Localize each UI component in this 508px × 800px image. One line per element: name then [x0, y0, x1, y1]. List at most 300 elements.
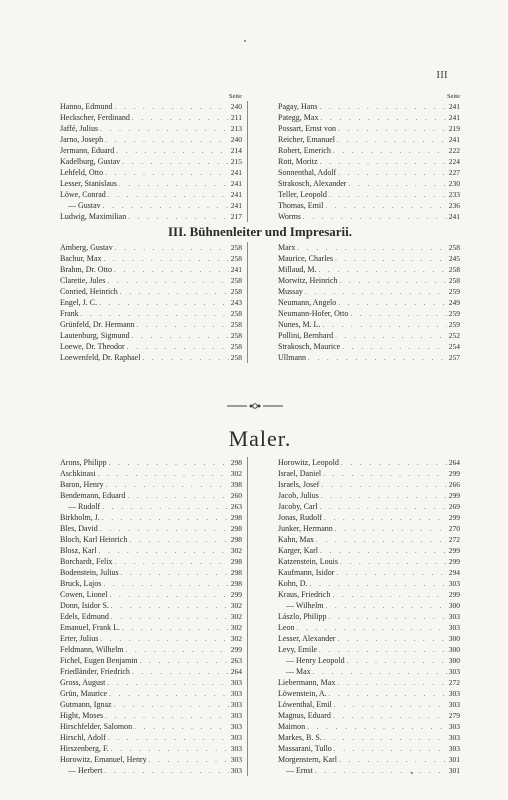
entry-name: Junker, Hermann — [278, 524, 333, 533]
entry-page: 300 — [448, 601, 460, 610]
entry-page: 227 — [448, 168, 460, 177]
dot-leader — [114, 700, 229, 710]
dot-leader — [111, 744, 229, 754]
index-entry — [60, 633, 242, 644]
entry-name: — Max — [286, 667, 311, 676]
entry-page: 258 — [230, 254, 242, 263]
entry-name: Strakosch, Alexander — [278, 179, 347, 188]
entry-page: 303 — [230, 689, 242, 698]
entry-page: 303 — [448, 700, 460, 709]
index-entry — [60, 275, 242, 286]
index-entry — [278, 732, 460, 743]
index-entry — [278, 655, 460, 666]
entry-name: Hirszenberg, F. — [60, 744, 109, 753]
entry-name: Löwe, Conrad — [60, 190, 106, 199]
index-entry — [278, 211, 460, 222]
dot-leader — [321, 491, 447, 501]
index-entry — [60, 145, 242, 156]
entry-name: Morwitz, Heinrich — [278, 276, 338, 285]
entry-name: Bruck, Lajos — [60, 579, 102, 588]
entry-page: 272 — [448, 535, 460, 544]
index-entry — [278, 534, 460, 545]
index-entry — [60, 134, 242, 145]
dot-leader — [114, 102, 228, 112]
entry-page: 240 — [230, 135, 242, 144]
index-column-right — [278, 93, 460, 222]
entry-page: 241 — [448, 135, 460, 144]
entry-page: 303 — [230, 755, 242, 764]
entry-page: 241 — [448, 113, 460, 122]
dot-leader — [106, 480, 229, 490]
entry-page: 263 — [230, 656, 242, 665]
index-entry — [278, 501, 460, 512]
entry-name: Karger, Karl — [278, 546, 318, 555]
entry-name: Bles, David — [60, 524, 98, 533]
entry-name: Morgenstern, Karl — [278, 755, 337, 764]
dot-leader — [340, 276, 447, 286]
dot-leader — [319, 645, 447, 655]
index-entry — [60, 501, 242, 512]
index-entry — [60, 600, 242, 611]
dot-leader — [320, 546, 447, 556]
dot-leader — [334, 744, 447, 754]
entry-page: 219 — [448, 124, 460, 133]
entry-page: 259 — [448, 309, 460, 318]
entry-name: Kadelburg, Gustav — [60, 157, 121, 166]
dot-leader — [107, 276, 228, 286]
entry-name: Fichel, Eugen Benjamin — [60, 656, 138, 665]
index-entry — [60, 699, 242, 710]
dot-leader — [102, 502, 229, 512]
index-entry — [278, 242, 460, 253]
index-entry — [60, 330, 242, 341]
entry-name: — Wilhelm — [286, 601, 324, 610]
entry-name: Bachur, Max — [60, 254, 102, 263]
entry-page: 241 — [230, 179, 242, 188]
entry-name: Cowen, Lionel — [60, 590, 108, 599]
dot-leader — [313, 667, 447, 677]
index-entry — [60, 479, 242, 490]
index-entry — [278, 134, 460, 145]
entry-name: Pagay, Hans — [278, 102, 318, 111]
entry-name: Lehfeld, Otto — [60, 168, 104, 177]
entry-name: Birkholm, J. — [60, 513, 100, 522]
dot-leader — [134, 722, 229, 732]
dot-leader — [107, 678, 228, 688]
index-entry — [278, 545, 460, 556]
entry-page: 258 — [230, 342, 242, 351]
dot-leader — [338, 124, 447, 134]
index-entry — [60, 211, 242, 222]
index-entry — [60, 666, 242, 677]
entry-name: Ludwig, Maximilian — [60, 212, 127, 221]
dot-leader — [149, 755, 229, 765]
entry-name: Conried, Heinrich — [60, 287, 118, 296]
dot-leader — [137, 320, 229, 330]
dot-leader — [98, 546, 228, 556]
entry-name: Sonnenthal, Adolf — [278, 168, 337, 177]
entry-page: 266 — [448, 480, 460, 489]
index-entry — [60, 688, 242, 699]
entry-name: Lászlo, Philipp — [278, 612, 327, 621]
index-entry — [60, 589, 242, 600]
entry-name: Horowitz, Leopold — [278, 458, 339, 467]
entry-page: 258 — [230, 353, 242, 362]
entry-name: Markes, B. S. — [278, 733, 322, 742]
seite-label: Seite — [229, 93, 242, 100]
entry-page: 263 — [230, 502, 242, 511]
index-entry — [278, 286, 460, 297]
index-entry — [278, 512, 460, 523]
entry-page: 259 — [448, 287, 460, 296]
dot-leader — [122, 157, 228, 167]
entry-name: Horowitz, Emanuel, Henry — [60, 755, 147, 764]
entry-name: Levy, Emile — [278, 645, 318, 654]
entry-name: Robert, Emerich — [278, 146, 331, 155]
entry-name: Friedländer, Friedrich — [60, 667, 130, 676]
dot-leader — [328, 612, 446, 622]
entry-name: Jacoby, Carl — [278, 502, 318, 511]
index-entry — [278, 352, 460, 363]
dot-leader — [108, 733, 229, 743]
index-entry — [278, 699, 460, 710]
index-entry — [278, 189, 460, 200]
index-entry — [278, 611, 460, 622]
entry-page: 258 — [230, 287, 242, 296]
dot-leader — [140, 656, 229, 666]
dot-leader — [303, 212, 447, 222]
dot-leader — [142, 353, 228, 363]
dot-leader — [98, 469, 229, 479]
index-entry — [60, 123, 242, 134]
dot-leader — [126, 645, 229, 655]
dot-leader — [105, 711, 229, 721]
dot-leader — [340, 557, 447, 567]
index-entry — [278, 567, 460, 578]
dot-leader — [333, 711, 447, 721]
entry-page: 299 — [448, 513, 460, 522]
index-entry — [278, 457, 460, 468]
index-entry — [60, 178, 242, 189]
index-entry — [278, 145, 460, 156]
index-entry — [278, 622, 460, 633]
entry-name: Mussay — [278, 287, 303, 296]
entry-page: 299 — [230, 590, 242, 599]
dot-leader — [109, 458, 229, 468]
index-entry — [278, 710, 460, 721]
entry-name: Katzenstein, Louis — [278, 557, 338, 566]
entry-page: 240 — [230, 102, 242, 111]
entry-page: 258 — [230, 331, 242, 340]
page-number: III — [436, 70, 448, 81]
entry-name: Loewe, Dr. Theodor — [60, 342, 125, 351]
index-entry — [60, 308, 242, 319]
index-entry — [278, 490, 460, 501]
index-entry — [60, 578, 242, 589]
entry-page: 224 — [448, 157, 460, 166]
entry-name: — Ernst — [286, 766, 313, 775]
index-entry — [278, 578, 460, 589]
dot-leader — [127, 342, 229, 352]
dot-leader — [336, 568, 446, 578]
dot-leader — [105, 168, 229, 178]
entry-name: Gutmann, Ignaz — [60, 700, 112, 709]
dot-leader — [324, 733, 447, 743]
entry-name: Donn, Isidor S. — [60, 601, 109, 610]
entry-name: Aschkinasi — [60, 469, 96, 478]
entry-page: 303 — [448, 623, 460, 632]
dot-leader — [321, 480, 446, 490]
entry-page: 258 — [230, 320, 242, 329]
entry-page: 302 — [230, 634, 242, 643]
entry-page: 241 — [230, 190, 242, 199]
dot-leader — [116, 146, 229, 156]
dot-leader — [120, 287, 229, 297]
index-entry — [60, 677, 242, 688]
dot-leader — [335, 331, 447, 341]
index-entry — [60, 319, 242, 330]
entry-page: 303 — [230, 678, 242, 687]
entry-name: Engel, J. C. — [60, 298, 98, 307]
index-entry — [278, 112, 460, 123]
entry-page: 241 — [230, 201, 242, 210]
dot-leader — [335, 254, 447, 264]
index-entry — [278, 721, 460, 732]
dot-leader — [325, 201, 446, 211]
index-entry — [60, 341, 242, 352]
entry-page: 301 — [448, 755, 460, 764]
entry-page: 303 — [448, 689, 460, 698]
entry-name: Baron, Henry — [60, 480, 104, 489]
entry-page: 299 — [448, 557, 460, 566]
index-block-maler — [60, 457, 460, 776]
entry-page: 260 — [230, 491, 242, 500]
entry-page: 241 — [448, 212, 460, 221]
index-column-left — [60, 457, 242, 776]
entry-page: 300 — [448, 634, 460, 643]
entry-name: Magnus, Eduard — [278, 711, 331, 720]
entry-name: Löwenthal, Emil — [278, 700, 332, 709]
index-entry — [60, 545, 242, 556]
entry-page: 299 — [230, 645, 242, 654]
index-entry — [278, 123, 460, 134]
dot-leader — [100, 524, 229, 534]
entry-name: Frank — [60, 309, 79, 318]
index-entry — [278, 523, 460, 534]
entry-name: Gross, August — [60, 678, 106, 687]
dot-leader — [348, 179, 446, 189]
index-entry — [278, 178, 460, 189]
dot-leader — [110, 590, 229, 600]
entry-name: — Henry Leopold — [286, 656, 345, 665]
entry-page: 302 — [230, 546, 242, 555]
index-entry — [278, 666, 460, 677]
entry-page: 245 — [448, 254, 460, 263]
entry-name: Bendemann, Eduard — [60, 491, 126, 500]
entry-page: 303 — [230, 700, 242, 709]
entry-page: 258 — [230, 276, 242, 285]
index-entry — [60, 754, 242, 765]
index-entry — [60, 156, 242, 167]
dot-leader — [337, 634, 446, 644]
entry-name: Lesser, Alexander — [278, 634, 336, 643]
ornament-divider — [225, 402, 285, 410]
index-column-left — [60, 242, 242, 363]
entry-name: Kohn, D. — [278, 579, 308, 588]
entry-page: 269 — [448, 502, 460, 511]
dot-leader — [308, 353, 447, 363]
dot-leader — [102, 513, 229, 523]
entry-name: Hirschl, Adolf — [60, 733, 106, 742]
dot-leader — [319, 102, 446, 112]
index-entry — [60, 457, 242, 468]
dot-leader — [347, 656, 447, 666]
entry-page: 270 — [448, 524, 460, 533]
entry-page: 211 — [231, 113, 242, 122]
index-entry — [278, 633, 460, 644]
entry-page: 243 — [230, 298, 242, 307]
entry-page: 303 — [230, 722, 242, 731]
index-entry — [60, 622, 242, 633]
entry-page: 258 — [448, 276, 460, 285]
index-entry — [60, 743, 242, 754]
entry-name: Pollini, Bernhard — [278, 331, 334, 340]
index-entry — [60, 534, 242, 545]
column-divider — [247, 457, 248, 776]
entry-name: Strakosch, Maurice — [278, 342, 341, 351]
dot-leader — [329, 190, 447, 200]
entry-name: Jaffé, Julius — [60, 124, 99, 133]
entry-page: 299 — [448, 469, 460, 478]
entry-page: 302 — [230, 623, 242, 632]
index-column-right — [278, 457, 460, 776]
entry-page: 217 — [230, 212, 242, 221]
entry-page: 303 — [448, 579, 460, 588]
entry-page: 298 — [230, 513, 242, 522]
index-entry — [278, 200, 460, 211]
entry-page: 300 — [448, 656, 460, 665]
entry-page: 300 — [448, 645, 460, 654]
dot-leader — [320, 113, 446, 123]
entry-page: 299 — [448, 546, 460, 555]
entry-page: 279 — [448, 711, 460, 720]
entry-page: 303 — [448, 722, 460, 731]
index-entry — [60, 253, 242, 264]
index-entry — [278, 101, 460, 112]
dot-leader — [323, 469, 447, 479]
index-entry — [60, 721, 242, 732]
index-entry — [60, 611, 242, 622]
entry-name: Israels, Josef — [278, 480, 320, 489]
dot-leader — [333, 146, 447, 156]
entry-name: Lesser, Stanislaus — [60, 179, 118, 188]
index-entry — [60, 468, 242, 479]
dot-leader — [338, 168, 447, 178]
entry-name: Brahm, Dr. Otto — [60, 265, 112, 274]
entry-page: 303 — [448, 733, 460, 742]
print-mark — [411, 772, 413, 774]
entry-page: 298 — [230, 557, 242, 566]
seite-label: Seite — [447, 93, 460, 100]
entry-page: 264 — [448, 458, 460, 467]
entry-page: 257 — [448, 353, 460, 362]
entry-page: 272 — [448, 678, 460, 687]
entry-name: Neumann, Angelo — [278, 298, 337, 307]
dot-leader — [111, 601, 229, 611]
entry-name: Hight, Moses — [60, 711, 104, 720]
entry-page: 258 — [230, 243, 242, 252]
index-entry — [278, 297, 460, 308]
dot-leader — [329, 689, 447, 699]
entry-name: Marx — [278, 243, 296, 252]
entry-page: 249 — [448, 298, 460, 307]
entry-name: Thomas, Emil — [278, 201, 324, 210]
entry-name: Bodenstein, Julius — [60, 568, 119, 577]
entry-name: Borchardt, Felix — [60, 557, 113, 566]
entry-name: Jacob, Julius — [278, 491, 319, 500]
entry-page: 398 — [230, 480, 242, 489]
entry-page: 214 — [230, 146, 242, 155]
entry-name: Lautenburg, Sigmund — [60, 331, 130, 340]
index-entry — [60, 567, 242, 578]
entry-name: — Gustav — [68, 201, 101, 210]
entry-name: Maurice, Charles — [278, 254, 334, 263]
index-entry — [278, 156, 460, 167]
dot-leader — [305, 287, 447, 297]
entry-name: Loewenfeld, Dr. Raphael — [60, 353, 141, 362]
entry-name: Grünfeld, Dr. Hermann — [60, 320, 135, 329]
entry-page: 213 — [230, 124, 242, 133]
entry-name: Teller, Leopold — [278, 190, 327, 199]
index-entry — [60, 101, 242, 112]
index-entry — [60, 264, 242, 275]
dot-leader — [310, 579, 447, 589]
entry-name: Neumann-Hofer, Otto — [278, 309, 349, 318]
dot-leader — [109, 689, 229, 699]
entry-page: 258 — [230, 309, 242, 318]
dot-leader — [338, 298, 447, 308]
dot-leader — [318, 265, 446, 275]
entry-page: 303 — [448, 612, 460, 621]
index-entry — [60, 200, 242, 211]
entry-page: 303 — [230, 733, 242, 742]
index-entry — [60, 167, 242, 178]
index-entry — [278, 308, 460, 319]
entry-page: 302 — [230, 469, 242, 478]
dot-leader — [319, 502, 446, 512]
entry-page: 254 — [448, 342, 460, 351]
index-entry — [278, 341, 460, 352]
dot-leader — [132, 331, 229, 341]
dot-leader — [103, 254, 228, 264]
dot-leader — [99, 298, 229, 308]
index-entry — [278, 754, 460, 765]
dot-leader — [320, 157, 447, 167]
column-divider — [247, 242, 248, 363]
entry-page: 298 — [230, 535, 242, 544]
index-entry — [278, 167, 460, 178]
entry-page: 230 — [448, 179, 460, 188]
index-entry — [60, 710, 242, 721]
entry-page: 258 — [448, 265, 460, 274]
entry-page: 298 — [230, 579, 242, 588]
index-entry — [278, 644, 460, 655]
index-entry — [60, 352, 242, 363]
dot-leader — [342, 342, 447, 352]
entry-page: 215 — [230, 157, 242, 166]
dot-leader — [119, 179, 229, 189]
entry-name: Kahn, Max — [278, 535, 314, 544]
